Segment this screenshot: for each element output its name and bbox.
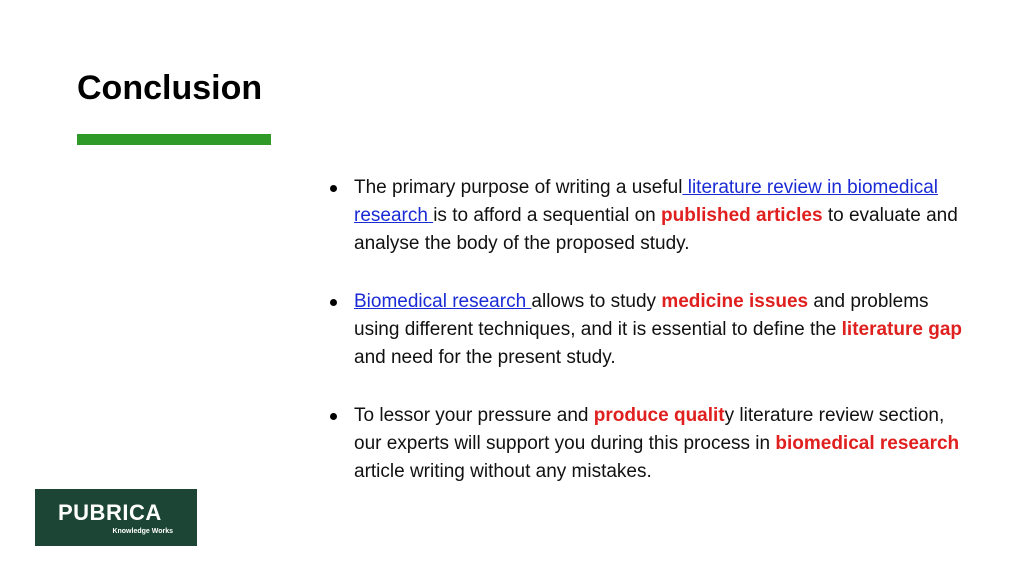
bullet-text-highlight: produce qualit — [593, 405, 725, 426]
bullet-item — [330, 288, 970, 372]
bullet-dot-icon — [330, 413, 337, 420]
literature-review-link[interactable]: literature review in biomedical research — [354, 177, 938, 226]
bullet-text-plain: The primary purpose of writing a useful — [354, 177, 683, 198]
bullet-item — [330, 174, 970, 258]
bullet-text-plain: to evaluate and analyse the body of the proposed study. — [354, 205, 958, 254]
title-accent-bar — [77, 134, 271, 145]
bullet-text-plain: is to afford a sequential on — [433, 205, 662, 226]
bullet-text-plain: allows to study — [531, 291, 662, 312]
bullet-item — [330, 402, 970, 486]
bullet-list — [330, 174, 970, 516]
bullet-text-plain: To lessor your pressure and — [354, 405, 594, 426]
pubrica-logo — [35, 489, 197, 546]
bullet-dot-icon — [330, 185, 337, 192]
logo-wordmark: PUBRICA — [58, 500, 162, 525]
slide-title: Conclusion — [77, 69, 263, 107]
bullet-text-plain: and problems using different techniques, and it is essential to define the — [354, 291, 929, 340]
bullet-text-highlight: biomedical research — [775, 433, 960, 454]
bullet-dot-icon — [330, 299, 337, 306]
logo-tagline: Knowledge Works — [112, 528, 173, 535]
bullet-text-plain: and need for the present study. — [354, 347, 616, 368]
bullet-text-plain: article writing without any mistakes. — [354, 461, 652, 482]
bullet-text-plain: y literature review section, our experts will support you during this process in — [354, 405, 945, 454]
biomedical-research-link[interactable]: Biomedical research — [354, 291, 532, 312]
bullet-text-highlight: published articles — [661, 205, 823, 226]
bullet-text-highlight: literature gap — [841, 319, 963, 340]
bullet-text-highlight: medicine issues — [661, 291, 809, 312]
